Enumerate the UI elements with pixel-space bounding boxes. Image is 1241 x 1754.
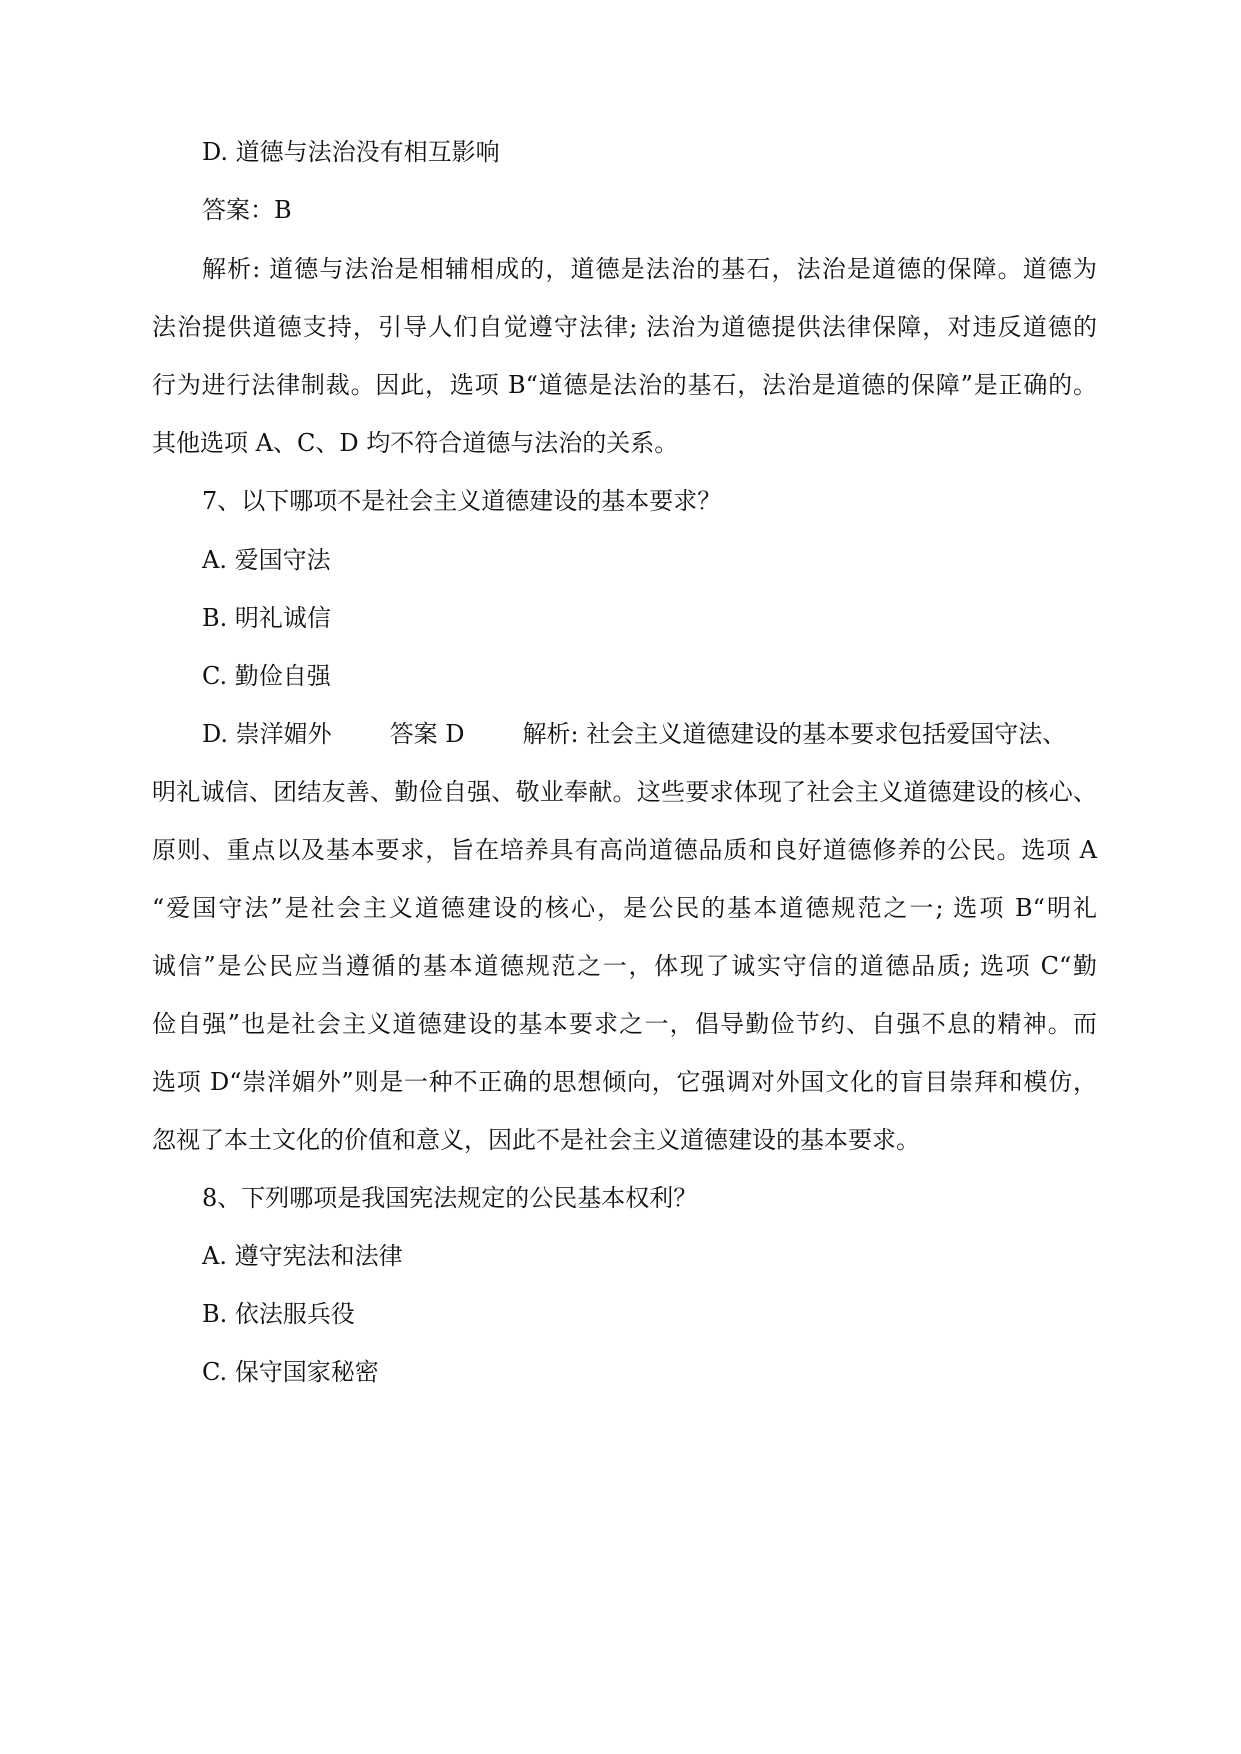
- q7-option-a: A. 爱国守法: [202, 546, 331, 574]
- q6-analysis-line-4: 其他选项 A、C、D 均不符合道德与法治的关系。: [152, 429, 679, 457]
- q7-analysis-line-1: 明礼诚信、团结友善、勤俭自强、敬业奉献。这些要求体现了社会主义道德建设的核心、: [152, 778, 1097, 806]
- q6-option-d: D. 道德与法治没有相互影响: [202, 138, 500, 166]
- q7-option-c: C. 勤俭自强: [202, 662, 331, 690]
- q8-option-b: B. 依法服兵役: [202, 1300, 355, 1328]
- q8-option-a: A. 遵守宪法和法律: [202, 1242, 403, 1270]
- q6-answer: 答案：B: [202, 196, 292, 224]
- q7-analysis-line-5: 俭自强”也是社会主义道德建设的基本要求之一，倡导勤俭节约、自强不息的精神。而: [152, 1010, 1097, 1038]
- q7-option-d-row: [202, 719, 1066, 749]
- q7-option-b: B. 明礼诚信: [202, 604, 331, 632]
- q7-analysis-start: 解析: 社会主义道德建设的基本要求包括爱国守法、: [522, 720, 1067, 748]
- q7-analysis-line-2: 原则、重点以及基本要求，旨在培养具有高尚道德品质和良好道德修养的公民。选项 A: [152, 836, 1097, 864]
- q6-analysis-line-3: 行为进行法律制裁。因此，选项 B“道德是法治的基石，法治是道德的保障”是正确的。: [152, 371, 1097, 399]
- q7-answer: 答案 D: [389, 720, 465, 748]
- q7-option-d: D. 崇洋媚外: [202, 720, 332, 748]
- q7-analysis-line-6: 选项 D“崇洋媚外”则是一种不正确的思想倾向，它强调对外国文化的盲目崇拜和模仿，: [152, 1068, 1097, 1096]
- q7-analysis-line-7: 忽视了本土文化的价值和意义，因此不是社会主义道德建设的基本要求。: [152, 1126, 920, 1154]
- q7-analysis-line-3: “爱国守法”是社会主义道德建设的核心，是公民的基本道德规范之一; 选项 B“明礼: [152, 894, 1097, 922]
- q6-analysis-line-1: 解析: 道德与法治是相辅相成的，道德是法治的基石，法治是道德的保障。道德为: [202, 255, 1097, 283]
- q6-analysis-line-2: 法治提供道德支持，引导人们自觉遵守法律; 法治为道德提供法律保障，对违反道德的: [152, 313, 1097, 341]
- q8-option-c: C. 保守国家秘密: [202, 1358, 379, 1386]
- q7-question: 7、以下哪项不是社会主义道德建设的基本要求？: [202, 487, 722, 515]
- q8-question: 8、下列哪项是我国宪法规定的公民基本权利？: [202, 1184, 698, 1212]
- q7-analysis-line-4: 诚信”是公民应当遵循的基本道德规范之一，体现了诚实守信的道德品质; 选项 C“勤: [152, 952, 1097, 980]
